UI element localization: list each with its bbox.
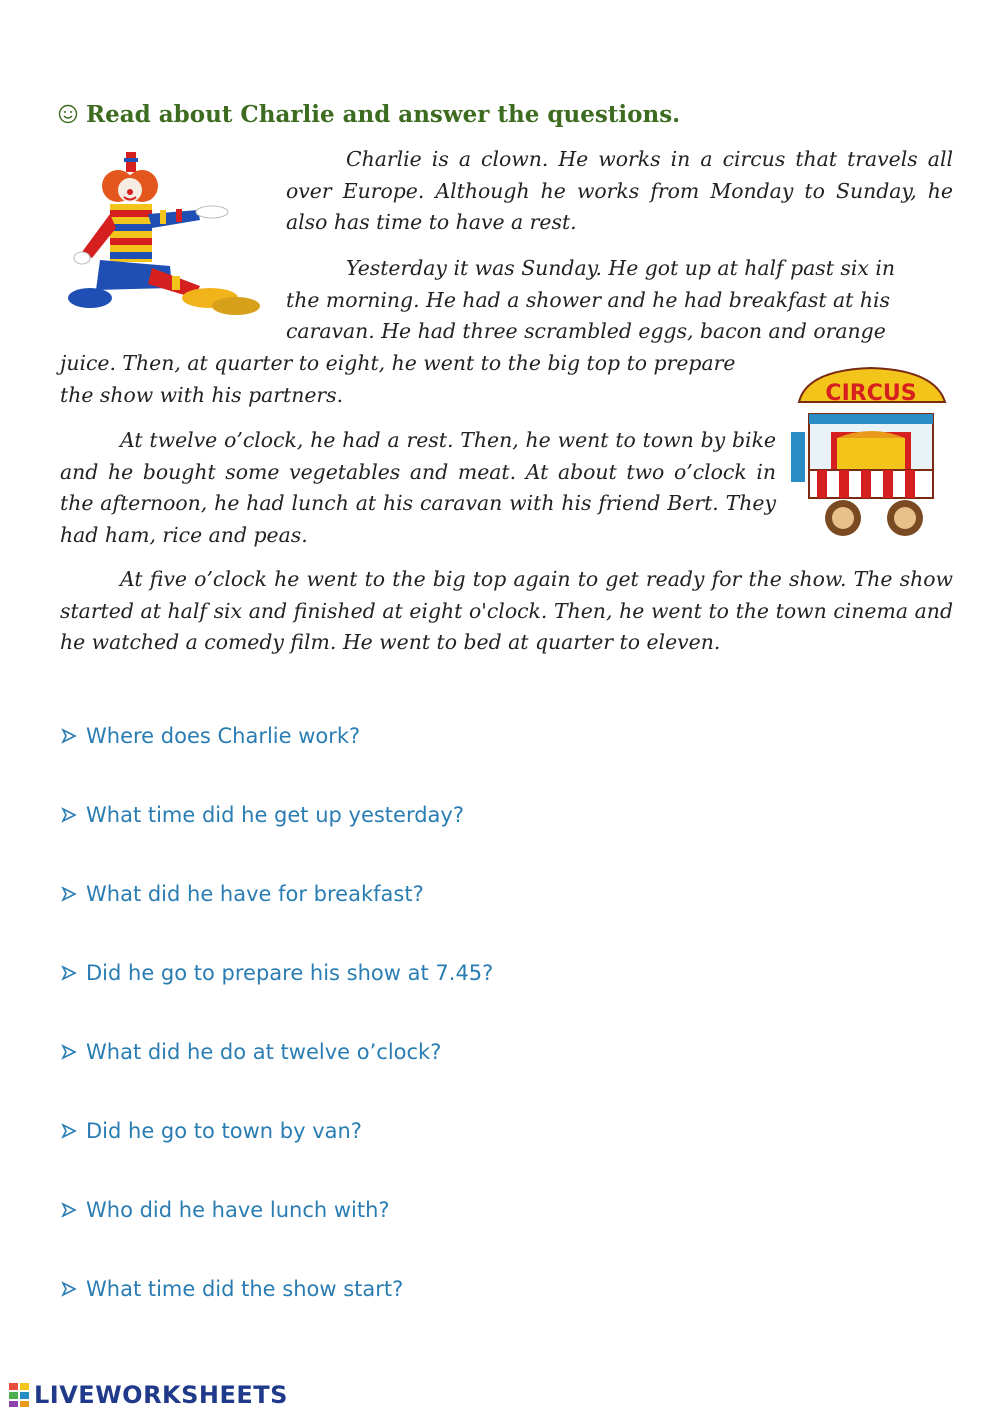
clown-image	[60, 148, 270, 323]
question-item	[60, 879, 424, 909]
question-item	[60, 721, 360, 751]
question-text: Who did he have lunch with?	[86, 1198, 390, 1222]
question-text: Did he go to prepare his show at 7.45?	[86, 961, 494, 985]
story-line: the show with his partners.	[60, 382, 344, 407]
arrow-bullet-icon	[60, 1201, 78, 1219]
circus-sign-text: CIRCUS	[825, 381, 917, 406]
question-item	[60, 800, 464, 830]
story-paragraph-1: Charlie is a clown. He works in a circus that travels all over Europe. Although he works from Monday to Sunday, he also has time to have a rest.	[286, 147, 953, 235]
brand-name: LIVEWORKSHEETS	[34, 1381, 288, 1409]
story-paragraph-2-continued	[60, 348, 776, 411]
question-item	[60, 1116, 362, 1146]
question-text: Where does Charlie work?	[86, 724, 361, 748]
story-paragraph-3: At twelve o’clock, he had a rest. Then, he went to town by bike and he bought some vegetables and meat. At about two o’clock in the afternoon, he had lunch at his caravan with his friend Bert. They had ham, rice and peas.	[60, 428, 776, 547]
question-text: Did he go to town by van?	[86, 1119, 362, 1143]
liveworksheets-logo-icon	[8, 1382, 30, 1408]
heading-text: Read about Charlie and answer the questions.	[86, 100, 681, 128]
story-line: juice. Then, at quarter to eight, he went to the big top to prepare	[60, 351, 736, 375]
arrow-bullet-icon	[60, 1122, 78, 1140]
arrow-bullet-icon	[60, 1043, 78, 1061]
question-item	[60, 958, 493, 988]
arrow-bullet-icon	[60, 1280, 78, 1298]
story-line: Yesterday it was Sunday. He got up at half past six in	[346, 256, 896, 280]
arrow-bullet-icon	[60, 964, 78, 982]
smiley-icon	[58, 104, 78, 124]
question-item	[60, 1195, 390, 1225]
story-paragraph-2	[286, 253, 953, 348]
question-text: What did he do at twelve o’clock?	[86, 1040, 442, 1064]
question-item	[60, 1037, 441, 1067]
question-text: What time did he get up yesterday?	[86, 803, 464, 827]
question-text: What did he have for breakfast?	[86, 882, 424, 906]
liveworksheets-logo[interactable]	[8, 1378, 288, 1412]
page-title	[58, 96, 958, 132]
arrow-bullet-icon	[60, 885, 78, 903]
arrow-bullet-icon	[60, 806, 78, 824]
question-text: What time did the show start?	[86, 1277, 404, 1301]
story-paragraph-4: At five o’clock he went to the big top again to get ready for the show. The show started at half six and finished at eight o'clock. Then, he went to the town cinema and he watched a comedy film. He went to bed at quarter to eleven.	[60, 567, 953, 655]
question-item	[60, 1274, 403, 1304]
arrow-bullet-icon	[60, 727, 78, 745]
circus-caravan-image	[787, 362, 955, 544]
story-line: the morning. He had a shower and he had breakfast at his	[286, 287, 890, 312]
story-line: caravan. He had three scrambled eggs, bacon and orange	[286, 319, 886, 344]
